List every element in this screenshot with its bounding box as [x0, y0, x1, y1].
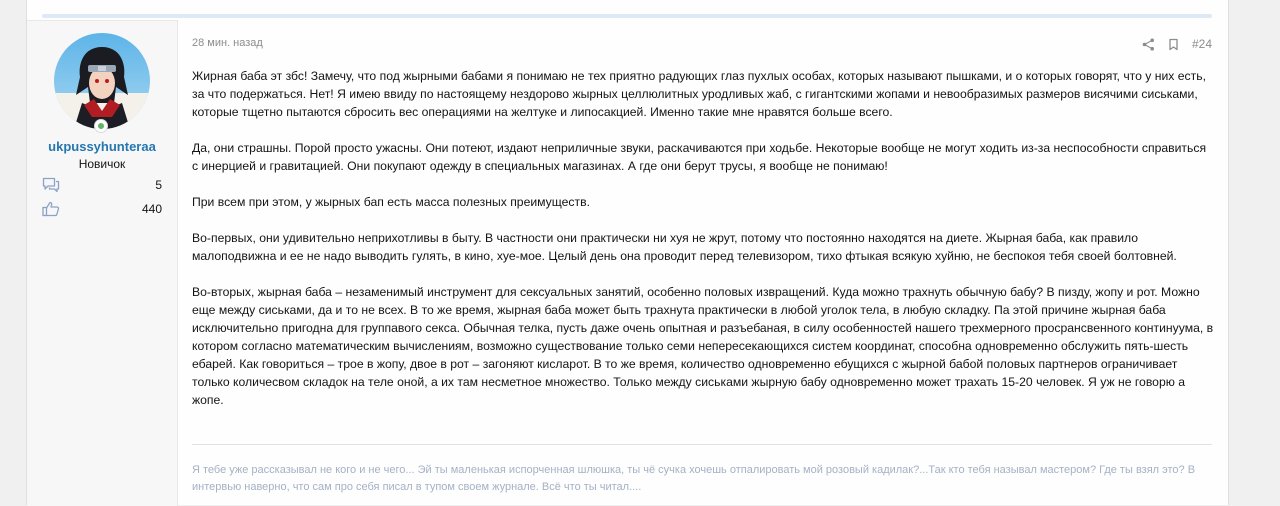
post-paragraph: Да, они страшны. Порой просто ужасны. Они потеют, издают неприличные звуки, раскачиваются при ходьбе. Некоторые вообще не могут ходить из-за неспособности справиться с инерцией и гравитацией. Они покупают одежду в специальных магазинах. А где они берут трусы, я вообще не понимаю!	[192, 141, 1207, 173]
post-timestamp[interactable]: 28 мин. назад	[192, 37, 263, 49]
avatar[interactable]	[54, 33, 150, 129]
likes-count: 440	[141, 202, 162, 216]
messages-stat	[42, 177, 162, 193]
post-actions	[1142, 36, 1212, 52]
post-paragraph: Во-первых, они удивительно неприхотливы в быту. В частности они практически ни хуя не жрут, потому что постоянно находятся на диете. Жырная баба, как правило малоподвижна и ее не надо выводить гулять, в кино, хуе-мое. Целый день она проводит перед телевизором, тихо фтыкая всякую хуйню, не беспокоя тебя своей болтовней.	[192, 231, 1177, 263]
messages-icon	[42, 177, 60, 193]
likes-stat	[42, 201, 162, 217]
online-status-indicator	[94, 119, 108, 133]
post-author-title: Новичок	[78, 157, 126, 171]
signature-divider	[192, 444, 1212, 445]
messages-count: 5	[155, 178, 162, 192]
thumbs-up-icon	[42, 201, 60, 217]
avatar-image	[54, 33, 150, 129]
post-body	[192, 67, 1214, 427]
post-author-username[interactable]: ukpussyhunteraa	[48, 139, 156, 154]
bookmark-icon[interactable]	[1167, 38, 1180, 51]
post-paragraph: При всем при этом, у жырных бап есть масса полезных преимуществ.	[192, 195, 590, 209]
post-paragraph: Жирная баба эт збс! Замечу, что под жырными бабами я понимаю не тех приятно радующих глаз пухлых особах, которых называют пышками, и о которых говорят, что у них есть, за что подержаться. Нет! Я имею ввиду по настоящему нездорово жырных целлюлитных уродливых жаб, с гигантскими жопами и невообразимых размеров висячими сиськами, которые тщетно пытаются сбросить вес операциями на желтуке и липосакцией. Именно такие мне нравятся больше всего.	[192, 69, 1206, 119]
post-paragraph: Во-вторых, жырная баба – незаменимый инструмент для сексуальных занятий, особенно половых извращений. Куда можно трахнуть обычную бабу? В пизду, жопу и рот. Можно еще между сиськами, да и то не всех. В то же время, жырная баба может быть трахнута практически в любой уголок тела, в любую складку. Па этой причине жырная баба исключительно пригодна для группавого секса. Обычная телка, пусть даже очень опытная и разъебаная, в силу особенностей нашего трехмерного просрансвенного континуума, в котором согласно математическим вычислениям, возможно существование только семи непересекающихся систем координат, способна одновременно обслужить пять-шесть ебарей. Как говориться – трое в жопу, двое в рот – загоняют кисларот. В то же время, количество одновременно ебущихся с жырной бабой половых партнеров ограничивает только количесвом складок на теле оной, а их там несметное множество. Только между сиськами жырную бабу одновременно может трахать 15-20 человек. Я уж не говорю а жопе.	[192, 285, 1214, 407]
user-signature: Я тебе уже рассказывал не кого и не чего... Эй ты маленькая испорченная шлюшка, ты чё сучка хочешь отпалировать мой розовый кадилак?...Так кто тебя называл мастером? Где ты взял это? В интервью наверно, что сам про себя писал в тупом своем журнале. Всё что ты читал....	[192, 464, 1196, 493]
post-number-link[interactable]: #24	[1191, 37, 1212, 51]
previous-post-bottom-bar	[42, 14, 1212, 18]
share-icon[interactable]	[1142, 38, 1155, 51]
